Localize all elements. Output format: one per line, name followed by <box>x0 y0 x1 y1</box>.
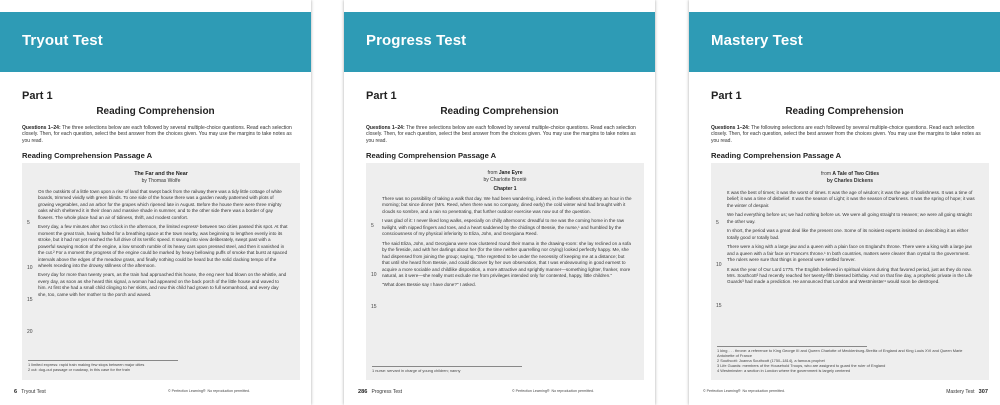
publisher: © Perfection Learning® <box>512 389 550 393</box>
footnote: 1 nurse: servant in charge of young children; nanny <box>372 368 461 373</box>
instructions-text: The three selections below are each followed by several multiple-choice questions. Read each selection closely. Then, for each question, select the best answer from the choices given. You may use the margins to take notes as you read. <box>366 125 636 144</box>
source-title: A Tale of Two Cities <box>832 171 879 177</box>
paragraph: On the outskirts of a little town upon a rise of land that swept back from the railway there was a tidy little cottage of white boards, trimmed vividly with green blinds. To one side of the house there was a garden neatly patterned with plots of growing vegetables, and an arbor for the grapes which ripened late in August. Before the house there were three mighty oaks which sheltered it in their clean and massive shade in summer, and to the other side there was a border of gay flowers. The whole place had an air of tidiness, thrift, and modest comfort. <box>38 189 282 220</box>
instructions <box>22 125 292 144</box>
footnotes <box>717 348 979 373</box>
no-reproduction: No reproduction permitted. <box>551 389 595 393</box>
passage-heading: Reading Comprehension Passage A <box>366 151 497 160</box>
paragraph: We had everything before us; we had nothing before us. We were all going straight to Heaven; we were all going straight the other way. <box>727 212 972 224</box>
source-title: Jane Eyre <box>498 170 523 176</box>
section-title: Reading Comprehension <box>96 106 215 117</box>
passage-text <box>38 189 288 301</box>
publisher-notice <box>512 389 594 393</box>
paragraph: The said Eliza, John, and Georgiana were now clustered round their mama in the drawing-room: she lay reclined on a sofa by the fireside, and with her darlings about her (for the time neither quarrelling nor crying) looked perfectly happy. Me, she had dispensed from joining the group; saying, "She regretted to be under the necessity of keeping me at a distance; but that until she heard from Bessie, and could discover by her own observation, that I was endeavouring in good earnest to acquire a more sociable and childlike disposition, a more attractive and sprightly manner—something lighter, franker, more natural, as it were—she really must exclude me from privileges intended only for contented, happy, little children." <box>382 240 631 278</box>
source-line <box>711 171 989 177</box>
footnote: 2 cut: dug-out passage or roadway, in this case for the train <box>28 367 131 372</box>
part-heading: Part 1 <box>711 90 742 102</box>
footnotes <box>28 362 290 372</box>
publisher: © Perfection Learning® <box>168 389 206 393</box>
source-line <box>366 170 644 176</box>
page-tryout-test <box>0 0 311 405</box>
page-progress-test <box>344 0 655 405</box>
chapter-heading: Chapter 1 <box>493 186 517 192</box>
paragraph: I was glad of it: I never liked long walks, especially on chilly afternoons: dreadful to me was the coming home in the raw twilight, with nipped fingers and toes, and a heart saddened by the chidings of Bessie, the nurse,¹ and humbled by the consciousness of my physical inferiority to Eliza, John, and Georgiana Reed. <box>382 218 625 237</box>
source-prefix: from <box>821 171 832 177</box>
source-prefix: from <box>487 170 498 176</box>
paragraph: Every day, a few minutes after two o'clock in the afternoon, the limited express¹ between two cities passed this spot. At that moment the great train, having halted for a breathing space at the town nearby, was beginning to lengthen evenly into its stroke, but it had not yet reached the full drive of its terrific speed. It swung into view deliberately, swept past with a powerful swaying motion of the engine, a low smooth rumble of its heavy cars upon pressed steel, and then it vanished in the cut.² For a moment the progress of the engine could be marked by heavy bellowing puffs of smoke that burst at spaced intervals above the edges of the meadow grass, and finally nothing could be heard but the solid clacking tempo of the wheels receding into the drowsy stillness of the afternoon. <box>38 224 288 268</box>
footnote: 1 king . . . throne: a reference to King George III and Queen Charlotte of Mecklenburg-Strelitz of England and King Louis XVI and Queen Marie Antoinette of France <box>717 348 963 358</box>
paragraph: It was the best of times; it was the worst of times. It was the age of wisdom; it was the age of foolishness. It was a time of belief; it was a time of disbelief. It was the season of Light; it was the season of Darkness. It was the spring of hope; it was the winter of despair. <box>727 190 975 208</box>
banner-title: Progress Test <box>366 32 467 49</box>
instructions-text: The following selections are each followed by several multiple-choice questions. Read each selection closely. Then, for each question, select the best answer from the choices given. You may use the margins to take notes as you read. <box>711 125 981 144</box>
banner-title: Tryout Test <box>22 32 103 49</box>
passage-box <box>22 163 300 380</box>
footer-label: Progress Test <box>371 389 402 395</box>
publisher-notice <box>703 389 785 393</box>
footnote: 4 Westminster: a section in London where the government is largely centered <box>717 368 851 373</box>
passage-heading: Reading Comprehension Passage A <box>711 151 842 160</box>
no-reproduction: No reproduction permitted. <box>207 389 251 393</box>
page-mastery-test <box>689 0 1000 405</box>
instructions-label: Questions 1–24: <box>366 125 405 131</box>
footnote: 3 Life Guards: members of the Household Troops, who are assigned to guard the ruler of England <box>717 363 886 368</box>
title-banner <box>344 12 655 72</box>
source-title: The Far and the Near <box>134 171 188 177</box>
line-number: 5 <box>371 223 374 229</box>
publisher: © Perfection Learning® <box>703 389 741 393</box>
paragraph: It was the year of Our Lord 1775. The English believed in spiritual visions during that favored period, just as they do now. Mrs. Southcott² had recently reached her twenty-fifth blessed birthday. And on that fine day, a prophetic private in the Life Guards³ had made a prediction. He announced that London and Westminster⁴ would soon be destroyed. <box>727 266 973 285</box>
line-number: 20 <box>27 329 33 335</box>
paragraph: There were a king with a large jaw and a queen with a plain face on England's throne. There were a king with a large jaw and a queen with a fair face on France's throne.¹ In both countries, matters were clearer than crystal to the government. The rulers were sure that things in general were settled forever. <box>727 244 972 263</box>
footnote-divider <box>372 366 522 367</box>
footnote-divider <box>28 360 178 361</box>
instructions <box>366 125 636 144</box>
source-author: by Thomas Wolfe <box>141 178 181 184</box>
footnote: 2 Southcott: Joanna Southcott (1750–1814), a famous prophet <box>717 358 825 363</box>
paragraph: Every day for more than twenty years, as the train had approached this house, the eng neer had blown on the whistle, and every day, as soon as she heard this signal, a woman had appeared on the back porch of the little house and waved to him. At first she had a small child clinging to her skirts, and now this child had grown to full womanhood, and every day she, too, came with her mother to the porch and waved. <box>38 272 287 297</box>
line-number: 15 <box>27 297 33 303</box>
section-title: Reading Comprehension <box>785 106 904 117</box>
banner-title: Mastery Test <box>711 32 803 49</box>
passage-text <box>727 190 977 289</box>
page-number: 286 <box>358 389 368 395</box>
page-footer <box>14 389 46 395</box>
source-author: by Charlotte Brontë <box>483 177 527 183</box>
line-number: 10 <box>27 265 33 271</box>
paragraph: There was no possibility of taking a walk that day. We had been wandering, indeed, in the leafless shrubbery an hour in the morning; but since dinner (Mrs. Reed, when there was no company, dined early) the cold winter wind had brought with it clouds so sombre, and a rain so penetrating, that further outdoor exercise was now out of the question. <box>382 196 632 214</box>
line-number: 15 <box>716 303 722 309</box>
footnote: 1 limited express: rapid train making few stops between major cities <box>28 362 145 367</box>
passage-box <box>711 163 989 380</box>
footnotes <box>372 368 634 373</box>
line-number: 10 <box>716 262 722 268</box>
line-number: 10 <box>371 272 377 278</box>
section-title: Reading Comprehension <box>440 106 559 117</box>
instructions-text: The three selections below are each followed by several multiple-choice questions. Read each selection closely. Then, for each question, select the best answer from the choices given. You may use the margins to take notes as you read. <box>22 125 292 144</box>
source-author: by Charles Dickens <box>826 178 874 184</box>
title-banner <box>0 12 311 72</box>
part-heading: Part 1 <box>22 90 53 102</box>
paragraph: In short, the period was a great deal like the present one. Some of its noisiest experts insisted on describing it as either totally good or totally bad. <box>727 228 969 240</box>
instructions-label: Questions 1–24: <box>711 125 750 131</box>
line-number: 15 <box>371 304 377 310</box>
instructions-label: Questions 1–24: <box>22 125 61 131</box>
passage-heading: Reading Comprehension Passage A <box>22 151 153 160</box>
passage-text <box>382 196 632 292</box>
no-reproduction: No reproduction permitted. <box>742 389 786 393</box>
footer-label: Mastery Test <box>946 389 975 395</box>
page-footer <box>946 389 988 395</box>
part-heading: Part 1 <box>366 90 397 102</box>
footer-label: Tryout Test <box>21 389 46 395</box>
page-number: 6 <box>14 389 18 395</box>
paragraph: "What does Bessie say I have done?" I asked. <box>382 282 476 288</box>
publisher-notice <box>168 389 250 393</box>
title-banner <box>689 12 1000 72</box>
line-number: 5 <box>716 220 719 226</box>
page-number: 307 <box>978 389 988 395</box>
passage-box <box>366 163 644 380</box>
footnote-divider <box>717 346 867 347</box>
page-footer <box>358 389 402 395</box>
instructions <box>711 125 981 144</box>
line-number: 5 <box>27 220 30 226</box>
